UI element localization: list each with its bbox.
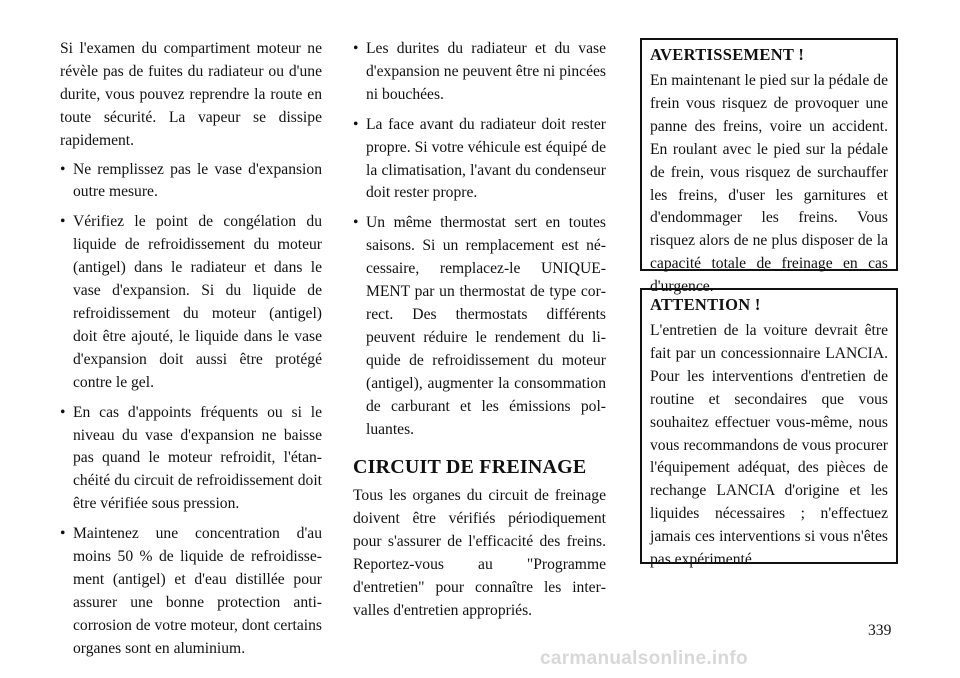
list-item-text: • Vérifiez le point de congélation du liquide de refroidissement du moteur (antigel) dans le radiateur et dans le vase d'expansion. Si du liquide de refroidissement du moteur (antigel) doit être ajouté, le liquide dans le vase d'expansion doit aussi être protégé contre le gel.: [73, 213, 322, 391]
list-item: [60, 402, 322, 517]
list-item-text: • Un même thermostat sert en toutes saisons. Si un remplacement est nécessaire, remplacez-le UNIQUEMENT par un thermostat de type correct. Des thermostats différents peuvent réduire le rendement du liquide de refroidissement du moteur (antigel), augmenter la consommation de carburant et les émissions polluantes.: [366, 214, 606, 438]
list-item-text: • La face avant du radiateur doit rester propre. Si votre véhicule est équipé de la climatisation, l'avant du condenseur doit rester propre.: [366, 115, 606, 202]
caution-title: ATTENTION !: [650, 295, 761, 314]
page-number: 339: [868, 622, 892, 639]
list-item-text: • Les durites du radiateur et du vase d'expansion ne peuvent être ni pincées ni bouchées.: [366, 40, 606, 103]
radiator-tips-list: [353, 38, 606, 441]
caution-box: [640, 288, 898, 569]
brakes-paragraph: Tous les organes du circuit de freinage doivent être vérifiés périodiquement pour s'assurer de l'efficacité des freins. Reportez-vous au "Programme d'entretien" pour connaître les intervalles d'entretien appropriés.: [353, 487, 606, 619]
list-item: [60, 211, 322, 394]
list-item: [353, 114, 606, 206]
intro-paragraph: Si l'examen du compartiment moteur ne révèle pas de fuites du radiateur ou d'une durite, vous pouvez reprendre la route en toute sécurité. La vapeur se dissipe rapidement.: [60, 40, 322, 149]
caution-text: L'entretien de la voiture devrait être fait par un concessionnaire LANCIA. Pour les interventions d'entretien de routine et secondaires que vous souhaitez effectuer vous-même, nous vous recommandons de vous procurer l'équipement adéquat, des pièces de rechange LANCIA d'origine et les liquides nécessaires ; n'effectuez jamais ces interventions si vous n'êtes pas expérimenté.: [650, 322, 888, 569]
watermark: carmanualsonline.info: [540, 648, 748, 669]
list-item: [60, 159, 322, 205]
list-item: [353, 38, 606, 107]
list-item-text: • Ne remplissez pas le vase d'expansion outre mesure.: [73, 160, 322, 201]
list-item: [60, 523, 322, 660]
cooling-tips-list: [60, 159, 322, 661]
column-left: [60, 38, 322, 668]
warning-title: AVERTISSEMENT !: [650, 45, 805, 64]
list-item-text: • Maintenez une concentration d'au moins 50 % de liquide de refroidissement (antigel) et d'eau distillée pour assurer une bonne protection anticorrosion de votre moteur, dont certains organes sont en aluminium.: [73, 525, 322, 657]
list-item: [353, 212, 606, 441]
warning-box: [640, 38, 898, 296]
section-heading-brakes: CIRCUIT DE FREINAGE: [353, 456, 587, 479]
column-middle: [353, 38, 606, 629]
warning-text: En maintenant le pied sur la pédale de frein vous risquez de provoquer une panne des freins, voire un accident. En roulant avec le pied sur la pédale de frein, vous risquez de surchauffer les freins, d'user les garnitures et d'endommager les freins. Vous risquez alors de ne plus disposer de la capacité totale de freinage en cas d'urgence.: [650, 72, 888, 296]
list-item-text: • En cas d'appoints fréquents ou si le niveau du vase d'expansion ne baisse pas quand le moteur refroidit, l'étanchéité du circuit de refroidissement doit être vérifiée sous pression.: [73, 403, 322, 513]
